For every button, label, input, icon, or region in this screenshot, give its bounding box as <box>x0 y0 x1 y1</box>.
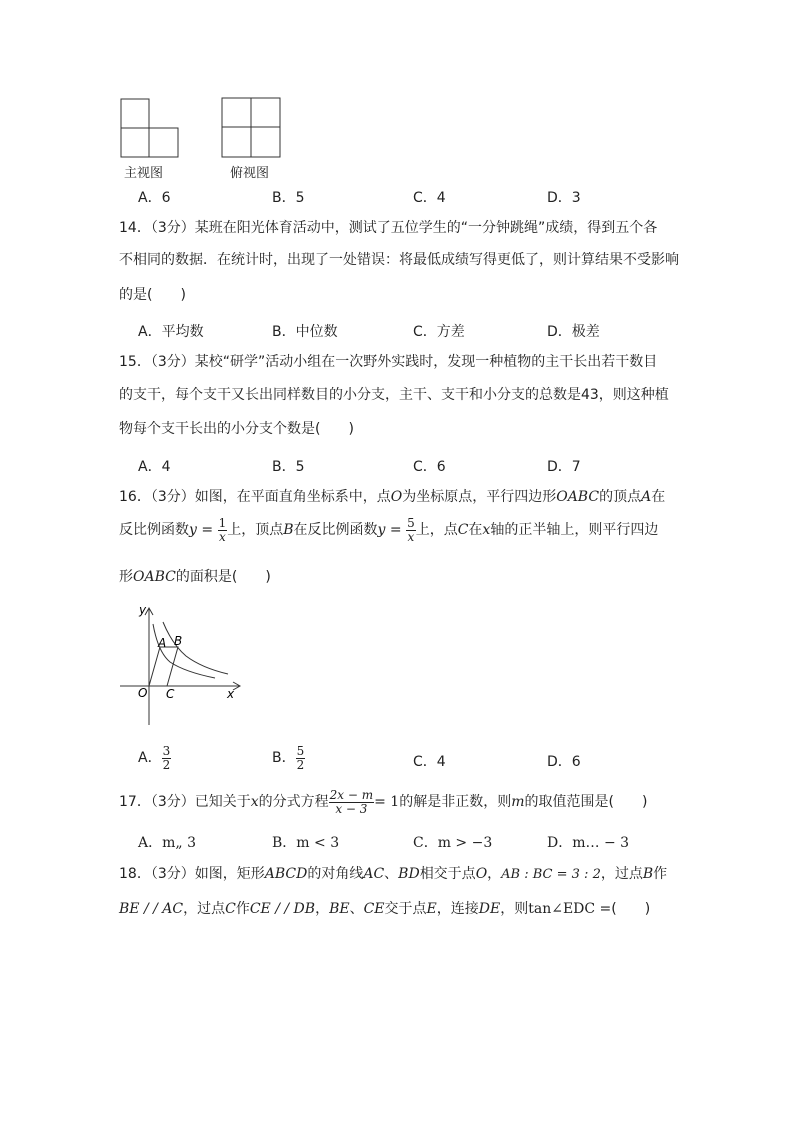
q18-line-1: 18．（3分）如图，矩形ABCD的对角线AC、BD相交于点O，AB : BC = 3 : 2，过点B作 <box>119 866 668 882</box>
q14-line-2: 不相同的数据．在统计时，出现了一处错误：将最低成绩写得更低了，则计算结果不受影响 <box>119 252 679 268</box>
curve-1-over-x <box>153 624 215 678</box>
fraction-equation: $\frac{2x - m}{x - 3}$ <box>329 787 374 816</box>
front-view-figure <box>121 99 178 157</box>
q15-line-2: 的支干，每个支干又长出同样数目的小分支，主干、支干和小分支的总数是43，则这种植 <box>119 387 669 403</box>
q14-option-a[interactable]: A．平均数 <box>138 324 204 340</box>
q16-line-2: 反比例函数y = $\frac{1}{x}$ 上，顶点B在反比例函数y = $\frac{5}{x}$ 上，点C在x轴的正半轴上，则平行四边 <box>119 515 659 544</box>
fig-label-y: y <box>139 603 147 617</box>
q17-option-d[interactable]: D．m… − 3 <box>547 835 630 851</box>
q17-option-a[interactable]: A．m„ 3 <box>138 835 196 851</box>
q18-line-2: BE / / AC，过点C作CE / / DB，BE、CE交于点E，连接DE，则tan∠EDC =( ) <box>119 901 651 917</box>
q16-line-3: 形OABC的面积是( ) <box>119 569 271 585</box>
q14-option-b[interactable]: B．中位数 <box>272 324 338 340</box>
q14-line-1: 14．（3分）某班在阳光体育活动中，测试了五位学生的“一分钟跳绳”成绩，得到五个各 <box>119 220 658 236</box>
q17-option-c[interactable]: C．m > −3 <box>413 835 493 851</box>
front-view-caption: 主视图 <box>124 166 164 181</box>
q15-line-3: 物每个支干长出的小分支个数是( ) <box>119 421 354 437</box>
q16-option-c[interactable]: C．4 <box>413 754 446 770</box>
q15-option-d[interactable]: D．7 <box>547 459 581 475</box>
fig-label-x: x <box>227 687 235 701</box>
fig-label-c: C <box>166 687 175 701</box>
q16-figure <box>110 600 250 732</box>
fig-label-b: B <box>174 634 183 648</box>
q15-option-b[interactable]: B．5 <box>272 459 305 475</box>
fig-label-a: A <box>158 636 167 650</box>
q14-line-3: 的是( ) <box>119 287 186 303</box>
q13-option-a[interactable]: A．6 <box>138 190 171 206</box>
parallelogram-oabc <box>149 647 178 686</box>
q16-option-a[interactable]: A． $\frac{3}{2}$ <box>138 743 171 772</box>
top-view-figure <box>222 98 280 157</box>
q17-line-1: 17．（3分）已知关于x的分式方程 $\frac{2x - m}{x - 3}$ = 1的解是非正数，则m的取值范围是( ) <box>119 787 648 816</box>
q13-option-d[interactable]: D．3 <box>547 190 581 206</box>
q15-option-c[interactable]: C．6 <box>413 459 446 475</box>
q15-line-1: 15．（3分）某校“研学”活动小组在一次野外实践时，发现一种植物的主干长出若干数目 <box>119 354 658 370</box>
fig-label-o: O <box>138 686 148 700</box>
q14-option-d[interactable]: D．极差 <box>547 324 600 340</box>
q13-option-b[interactable]: B．5 <box>272 190 305 206</box>
top-view-caption: 俯视图 <box>230 166 270 181</box>
fraction-5-over-x: $\frac{5}{x}$ <box>407 515 415 544</box>
q17-option-b[interactable]: B．m < 3 <box>272 835 340 851</box>
q16-line-1: 16．（3分）如图，在平面直角坐标系中，点O为坐标原点，平行四边形OABC的顶点A在 <box>119 489 666 505</box>
q14-option-c[interactable]: C．方差 <box>413 324 465 340</box>
q13-option-c[interactable]: C．4 <box>413 190 446 206</box>
fraction-1-over-x: $\frac{1}{x}$ <box>218 515 227 544</box>
q16-option-d[interactable]: D．6 <box>547 754 581 770</box>
q15-option-a[interactable]: A．4 <box>138 459 171 475</box>
q16-option-b[interactable]: B． $\frac{5}{2}$ <box>272 743 305 772</box>
